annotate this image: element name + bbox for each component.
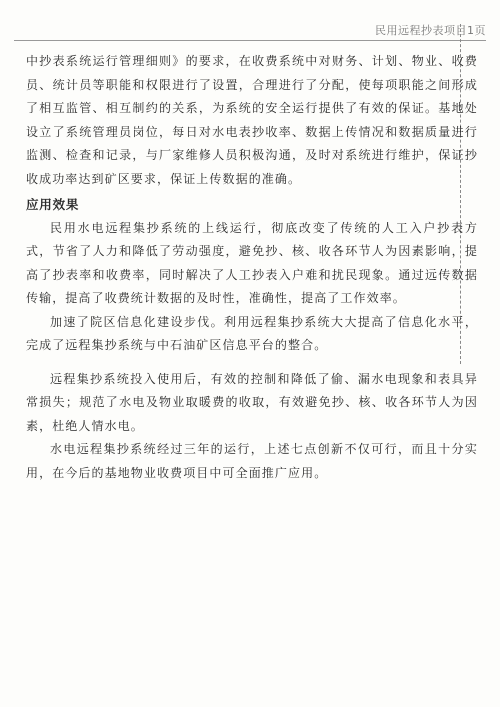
page-header xyxy=(0,18,500,40)
document-body xyxy=(26,50,478,485)
paragraph-4: 远程集抄系统投入使用后，有效的控制和降低了偷、漏水电现象和表具异常损失；规范了水电及物业取暖费的收取，有效避免抄、核、收各环节人为因素，杜绝人情水电。 xyxy=(26,371,478,433)
section-heading: 应用效果 xyxy=(26,197,80,212)
spacer xyxy=(26,358,478,368)
paragraph-5: 水电远程集抄系统经过三年的运行，上述七点创新不仅可行，而且十分实用，在今后的基地物业收费项目中可全面推广应用。 xyxy=(26,442,478,480)
paragraph-3: 加速了院区信息化建设步伐。利用远程集抄系统大大提高了信息化水平，完成了远程集抄系统与中石油矿区信息平台的整合。 xyxy=(26,314,478,352)
paragraph-1: 中抄表系统运行管理细则》的要求，在收费系统中对财务、计划、物业、收费员、统计员等职能和权限进行了设置，合理进行了分配，使每项职能之间形成了相互监管、相互制约的关系，为系统的安全运行提供了有效的保证。基地处设立了系统管理员岗位，每日对水电表抄收率、数据上传情况和数据质量进行监测、检查和记录，与厂家维修人员积极沟通，及时对系统进行维护，保证抄收成功率达到矿区要求，保证上传数据的准确。 xyxy=(26,54,478,186)
header-rule xyxy=(14,40,486,41)
paragraph-2: 民用水电远程集抄系统的上线运行，彻底改变了传统的人工入户抄表方式，节省了人力和降低了劳动强度，避免抄、核、收各环节人为因素影响，提高了抄表率和收费率，同时解决了人工抄表入户难和扰民现象。通过远传数据传输，提高了收费统计数据的及时性，准确性，提高了工作效率。 xyxy=(26,220,478,305)
header-title: 民用远程抄表项目1页 xyxy=(375,24,486,37)
